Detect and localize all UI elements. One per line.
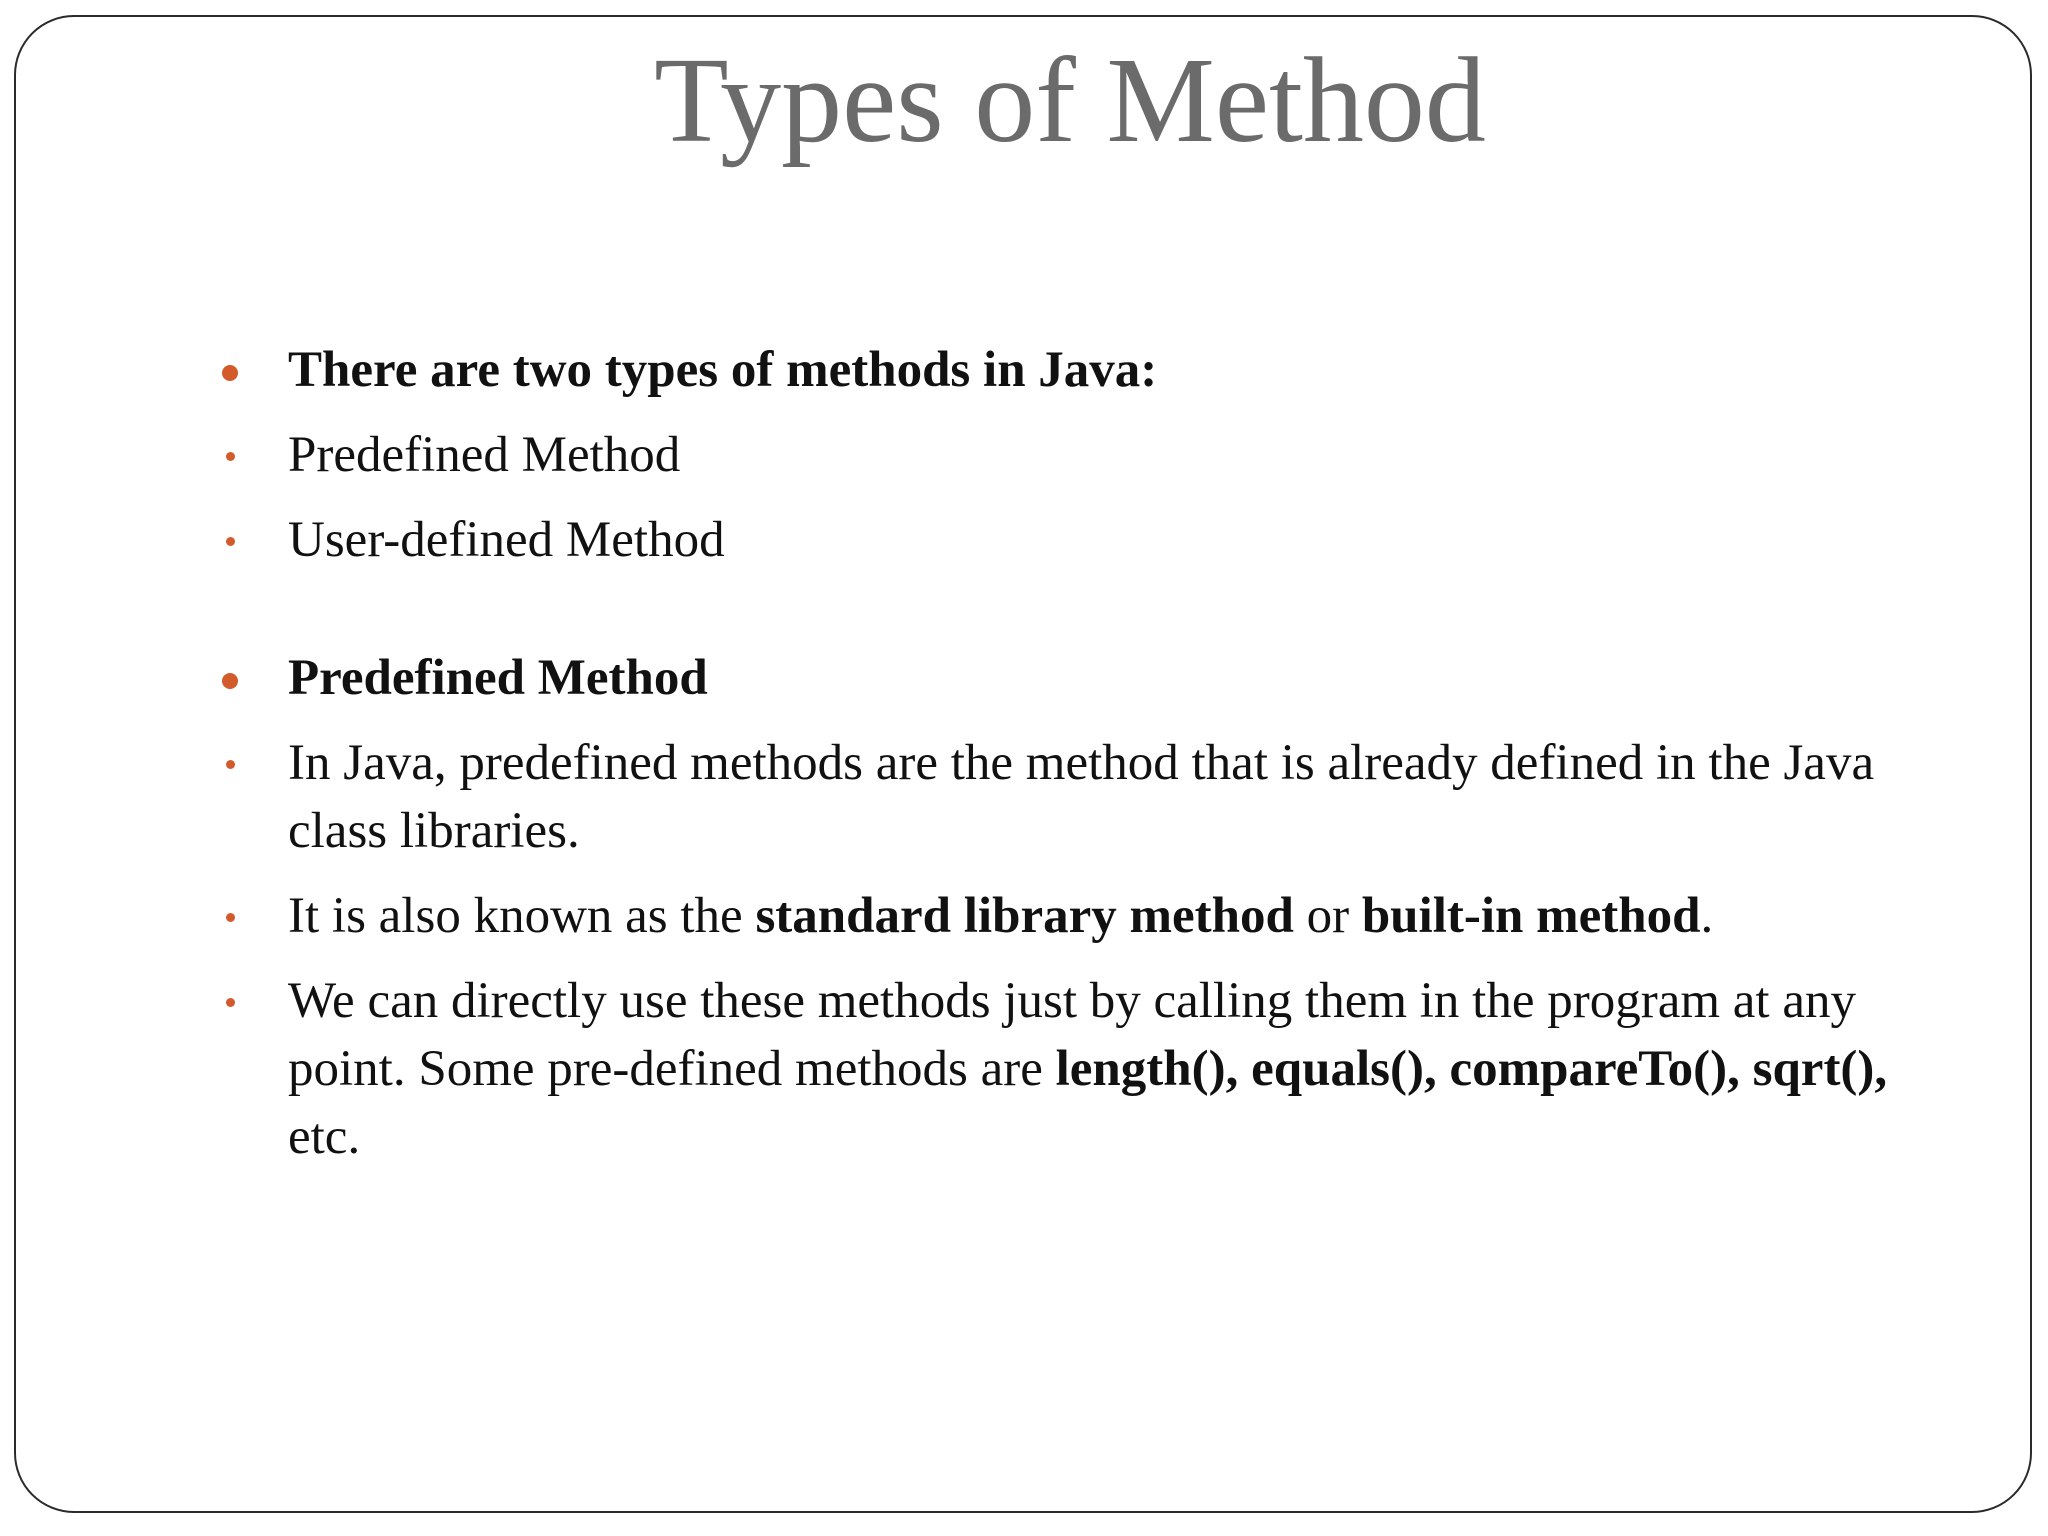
bullet-icon: [222, 673, 238, 689]
list-item-also-known: [222, 882, 1922, 950]
bullet-icon: [226, 760, 235, 769]
list-item-heading-predefined: [222, 644, 1922, 712]
list-item-text: In Java, predefined methods are the method that is already defined in the Java class libraries.: [288, 735, 1875, 859]
slide-title: Types of Method: [654, 33, 1486, 168]
text-part: It is also known as the: [288, 888, 756, 944]
heading-text: Predefined Method: [288, 650, 708, 706]
list-item-user-defined: [222, 506, 1922, 574]
bullet-icon: [226, 998, 235, 1007]
text-part: etc.: [288, 1109, 361, 1165]
list-item-text: [288, 882, 1922, 950]
list-item-predefined: [222, 421, 1922, 489]
list-item-heading-types: [222, 336, 1922, 404]
list-item-text: User-defined Method: [288, 512, 725, 568]
bold-term: standard library method: [755, 888, 1294, 944]
list-item-text: [288, 967, 1922, 1171]
text-part: .: [1700, 888, 1714, 944]
list-item-definition: [222, 729, 1922, 865]
list-item-text: Predefined Method: [288, 427, 681, 483]
text-part: We can directly use these methods just by calling them in the program at any point. Some pre-defined methods are: [288, 973, 1856, 1097]
bullet-icon: [226, 913, 235, 922]
heading-text: There are two types of methods in Java:: [288, 342, 1158, 398]
bold-term: length(), equals(), compareTo(), sqrt(),: [1055, 1041, 1888, 1097]
bullet-icon: [222, 365, 238, 381]
slide-content: [222, 336, 1922, 1171]
bullet-icon: [226, 537, 235, 546]
text-part: or: [1293, 888, 1362, 944]
bold-term: built-in method: [1361, 888, 1701, 944]
list-item-usage: [222, 967, 1922, 1171]
bullet-icon: [226, 452, 235, 461]
